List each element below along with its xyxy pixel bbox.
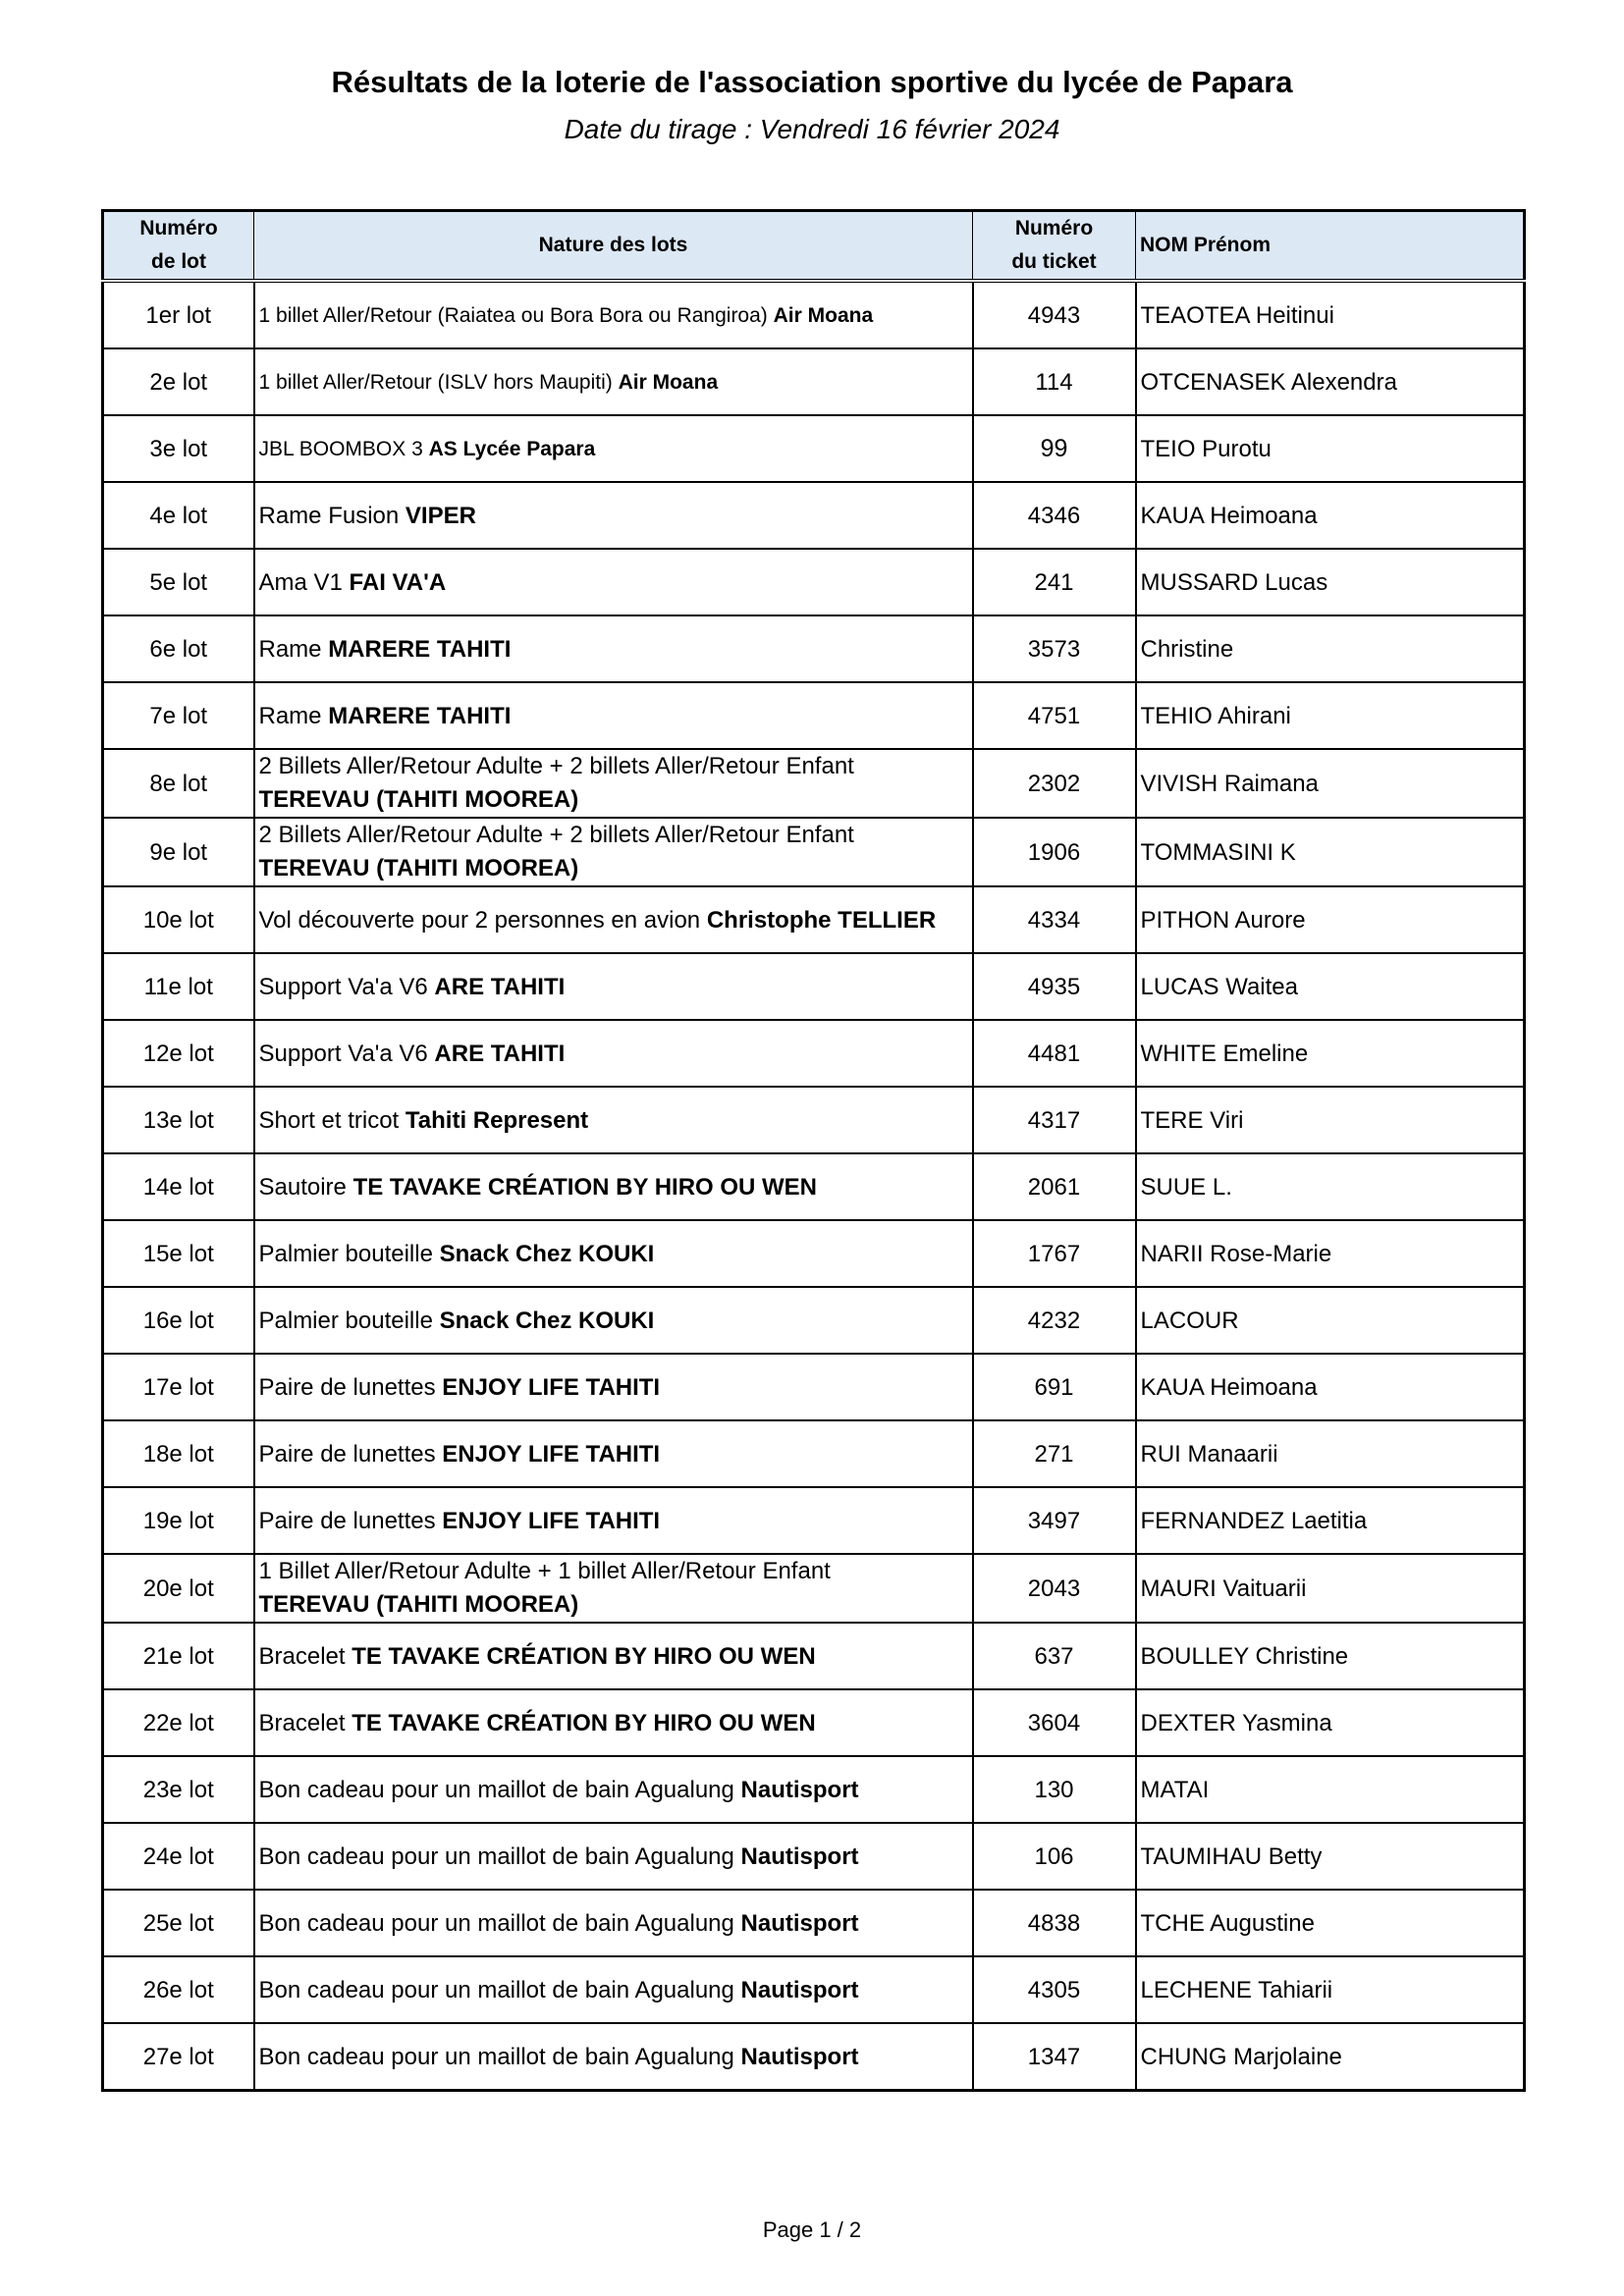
- winner-name-cell: VIVISH Raimana: [1136, 749, 1525, 818]
- prize-sponsor: Christophe TELLIER: [706, 906, 937, 934]
- prize-cell: [254, 1487, 973, 1554]
- winner-name-cell: FERNANDEZ Laetitia: [1136, 1487, 1525, 1554]
- ticket-number-cell: 4346: [973, 482, 1136, 549]
- table-row: [103, 549, 1525, 615]
- prize-sponsor: ENJOY LIFE TAHITI: [442, 1440, 661, 1468]
- ticket-number-cell: 2061: [973, 1153, 1136, 1220]
- prize-cell: [254, 549, 973, 615]
- prize-cell: [254, 1287, 973, 1354]
- table-row: [103, 1287, 1525, 1354]
- prize-description: 1 billet Aller/Retour (Raiatea ou Bora Bora ou Rangiroa): [258, 303, 774, 327]
- prize-description: 1 billet Aller/Retour (ISLV hors Maupiti): [258, 370, 619, 394]
- lot-number-cell: 23e lot: [103, 1756, 254, 1823]
- prize-cell: [254, 1020, 973, 1087]
- prize-description: 2 Billets Aller/Retour Adulte + 2 billets Aller/Retour Enfant: [258, 822, 854, 848]
- lot-number-cell: 25e lot: [103, 1890, 254, 1956]
- ticket-number-cell: 3604: [973, 1689, 1136, 1756]
- lot-number-cell: 8e lot: [103, 749, 254, 818]
- lot-number-cell: 27e lot: [103, 2023, 254, 2091]
- winner-name-cell: LECHENE Tahiarii: [1136, 1956, 1525, 2023]
- prize-description: Support Va'a V6: [258, 1040, 435, 1067]
- table-row: [103, 1153, 1525, 1220]
- prize-sponsor: TEREVAU (TAHITI MOOREA): [258, 786, 579, 813]
- prize-cell: [254, 1354, 973, 1420]
- ticket-number-cell: 637: [973, 1623, 1136, 1689]
- lot-number-cell: 20e lot: [103, 1554, 254, 1623]
- prize-description: Short et tricot: [258, 1106, 406, 1134]
- winner-name-cell: OTCENASEK Alexendra: [1136, 348, 1525, 415]
- winner-name-cell: TEAOTEA Heitinui: [1136, 281, 1525, 348]
- prize-cell: [254, 1956, 973, 2023]
- prize-description: 1 Billet Aller/Retour Adulte + 1 billet Aller/Retour Enfant: [258, 1558, 831, 1584]
- prize-cell: [254, 818, 973, 886]
- prize-description: Bon cadeau pour un maillot de bain Agualung: [258, 1976, 741, 2003]
- winner-name-cell: DEXTER Yasmina: [1136, 1689, 1525, 1756]
- lot-number-cell: 11e lot: [103, 953, 254, 1020]
- prize-description: Bon cadeau pour un maillot de bain Agualung: [258, 1776, 741, 1803]
- ticket-number-cell: 271: [973, 1420, 1136, 1487]
- table-row: [103, 281, 1525, 348]
- winner-name-cell: CHUNG Marjolaine: [1136, 2023, 1525, 2091]
- ticket-number-cell: 4334: [973, 886, 1136, 953]
- table-row: [103, 482, 1525, 549]
- lot-number-cell: 26e lot: [103, 1956, 254, 2023]
- prize-sponsor: Snack Chez KOUKI: [439, 1240, 655, 1267]
- prize-description: JBL BOOMBOX 3: [258, 437, 429, 460]
- lot-number-cell: 13e lot: [103, 1087, 254, 1153]
- prize-cell: [254, 1554, 973, 1623]
- prize-sponsor: ENJOY LIFE TAHITI: [442, 1507, 661, 1534]
- table-row: [103, 1354, 1525, 1420]
- header-nature: Nature des lots: [254, 211, 973, 282]
- table-row: [103, 1487, 1525, 1554]
- ticket-number-cell: 3497: [973, 1487, 1136, 1554]
- prize-description: 2 Billets Aller/Retour Adulte + 2 billets Aller/Retour Enfant: [258, 753, 854, 779]
- table-row: [103, 749, 1525, 818]
- prize-sponsor: Nautisport: [740, 1976, 859, 2003]
- lot-number-cell: 17e lot: [103, 1354, 254, 1420]
- winner-name-cell: MUSSARD Lucas: [1136, 549, 1525, 615]
- winner-name-cell: TEHIO Ahirani: [1136, 682, 1525, 749]
- lot-number-cell: 18e lot: [103, 1420, 254, 1487]
- prize-description: Bon cadeau pour un maillot de bain Agualung: [258, 1842, 741, 1870]
- ticket-number-cell: 106: [973, 1823, 1136, 1890]
- prize-cell: [254, 1756, 973, 1823]
- prize-cell: [254, 615, 973, 682]
- document-title: Résultats de la loterie de l'association sportive du lycée de Papara: [331, 65, 1293, 99]
- lot-number-cell: 22e lot: [103, 1689, 254, 1756]
- prize-sponsor: TEREVAU (TAHITI MOOREA): [258, 855, 579, 881]
- lot-number-cell: 24e lot: [103, 1823, 254, 1890]
- prize-cell: [254, 281, 973, 348]
- ticket-number-cell: 99: [973, 415, 1136, 482]
- prize-sponsor: Nautisport: [740, 1842, 859, 1870]
- prize-description: Support Va'a V6: [258, 973, 435, 1000]
- prize-description: Rame Fusion: [258, 502, 406, 529]
- winner-name-cell: TOMMASINI K: [1136, 818, 1525, 886]
- winner-name-cell: MATAI: [1136, 1756, 1525, 1823]
- ticket-number-cell: 4943: [973, 281, 1136, 348]
- prize-cell: [254, 2023, 973, 2091]
- prize-cell: [254, 749, 973, 818]
- prize-sponsor: AS Lycée Papara: [428, 437, 596, 460]
- prize-sponsor: TEREVAU (TAHITI MOOREA): [258, 1591, 579, 1618]
- ticket-number-cell: 1906: [973, 818, 1136, 886]
- table-row: [103, 682, 1525, 749]
- draw-date: Date du tirage : Vendredi 16 février 2024: [564, 114, 1060, 144]
- ticket-number-cell: 1347: [973, 2023, 1136, 2091]
- prize-cell: [254, 348, 973, 415]
- table-header-row: [103, 211, 1525, 282]
- prize-description: Paire de lunettes: [258, 1440, 443, 1468]
- prize-description: Paire de lunettes: [258, 1373, 443, 1401]
- prize-description: Rame: [258, 702, 329, 729]
- lot-number-cell: 21e lot: [103, 1623, 254, 1689]
- table-row: [103, 1087, 1525, 1153]
- prize-cell: [254, 1623, 973, 1689]
- ticket-number-cell: 1767: [973, 1220, 1136, 1287]
- table-body: [103, 281, 1525, 2091]
- table-row: [103, 1756, 1525, 1823]
- ticket-number-cell: 4838: [973, 1890, 1136, 1956]
- table-row: [103, 1554, 1525, 1623]
- winner-name-cell: LACOUR: [1136, 1287, 1525, 1354]
- prize-sponsor: ARE TAHITI: [434, 973, 566, 1000]
- ticket-number-cell: 4305: [973, 1956, 1136, 2023]
- table-row: [103, 1220, 1525, 1287]
- lot-number-cell: 2e lot: [103, 348, 254, 415]
- prize-cell: [254, 1220, 973, 1287]
- winner-name-cell: KAUA Heimoana: [1136, 482, 1525, 549]
- table-row: [103, 1823, 1525, 1890]
- prize-sponsor: Air Moana: [618, 370, 719, 394]
- table-row: [103, 1623, 1525, 1689]
- ticket-number-cell: 2043: [973, 1554, 1136, 1623]
- table-row: [103, 953, 1525, 1020]
- prize-sponsor: Nautisport: [740, 1909, 859, 1937]
- ticket-number-cell: 3573: [973, 615, 1136, 682]
- prize-sponsor: Tahiti Represent: [405, 1106, 589, 1134]
- header-ticket-line1: Numéro: [1014, 217, 1094, 240]
- prize-description: Vol découverte pour 2 personnes en avion: [258, 906, 707, 934]
- results-table: [101, 209, 1526, 2092]
- prize-description: Rame: [258, 635, 329, 663]
- prize-sponsor: ENJOY LIFE TAHITI: [442, 1373, 661, 1401]
- ticket-number-cell: 130: [973, 1756, 1136, 1823]
- table-row: [103, 615, 1525, 682]
- page-number: Page 1 / 2: [762, 2217, 862, 2242]
- lot-number-cell: 14e lot: [103, 1153, 254, 1220]
- prize-cell: [254, 1823, 973, 1890]
- table-row: [103, 415, 1525, 482]
- prize-description: Ama V1: [258, 568, 350, 596]
- winner-name-cell: LUCAS Waitea: [1136, 953, 1525, 1020]
- prize-cell: [254, 415, 973, 482]
- prize-description: Bracelet: [258, 1642, 352, 1670]
- winner-name-cell: SUUE L.: [1136, 1153, 1525, 1220]
- winner-name-cell: BOULLEY Christine: [1136, 1623, 1525, 1689]
- header-lot-line2: de lot: [151, 250, 206, 273]
- prize-sponsor: Air Moana: [773, 303, 874, 327]
- prize-description: Paire de lunettes: [258, 1507, 443, 1534]
- prize-sponsor: TE TAVAKE CRÉATION BY HIRO OU WEN: [352, 1642, 816, 1670]
- table-row: [103, 1890, 1525, 1956]
- lot-number-cell: 16e lot: [103, 1287, 254, 1354]
- header-ticket-line2: du ticket: [1011, 250, 1097, 273]
- ticket-number-cell: 241: [973, 549, 1136, 615]
- winner-name-cell: WHITE Emeline: [1136, 1020, 1525, 1087]
- table-row: [103, 886, 1525, 953]
- table-row: [103, 1689, 1525, 1756]
- lot-number-cell: 3e lot: [103, 415, 254, 482]
- lot-number-cell: 9e lot: [103, 818, 254, 886]
- prize-description: Palmier bouteille: [258, 1307, 440, 1334]
- winner-name-cell: MAURI Vaituarii: [1136, 1554, 1525, 1623]
- winner-name-cell: RUI Manaarii: [1136, 1420, 1525, 1487]
- ticket-number-cell: 4935: [973, 953, 1136, 1020]
- prize-cell: [254, 886, 973, 953]
- prize-cell: [254, 1890, 973, 1956]
- lot-number-cell: 10e lot: [103, 886, 254, 953]
- ticket-number-cell: 114: [973, 348, 1136, 415]
- winner-name-cell: TAUMIHAU Betty: [1136, 1823, 1525, 1890]
- table-row: [103, 818, 1525, 886]
- lot-number-cell: 15e lot: [103, 1220, 254, 1287]
- prize-description: Bon cadeau pour un maillot de bain Agualung: [258, 2043, 741, 2070]
- prize-cell: [254, 1087, 973, 1153]
- lot-number-cell: 7e lot: [103, 682, 254, 749]
- prize-sponsor: Nautisport: [740, 1776, 859, 1803]
- lot-number-cell: 1er lot: [103, 281, 254, 348]
- prize-sponsor: TE TAVAKE CRÉATION BY HIRO OU WEN: [352, 1173, 818, 1201]
- prize-sponsor: VIPER: [405, 502, 476, 529]
- winner-name-cell: KAUA Heimoana: [1136, 1354, 1525, 1420]
- lot-number-cell: 6e lot: [103, 615, 254, 682]
- prize-cell: [254, 1420, 973, 1487]
- prize-sponsor: ARE TAHITI: [434, 1040, 566, 1067]
- prize-description: Bracelet: [258, 1709, 352, 1736]
- lot-number-cell: 4e lot: [103, 482, 254, 549]
- winner-name-cell: TERE Viri: [1136, 1087, 1525, 1153]
- table-row: [103, 1956, 1525, 2023]
- prize-sponsor: Snack Chez KOUKI: [439, 1307, 655, 1334]
- prize-cell: [254, 1689, 973, 1756]
- table-row: [103, 348, 1525, 415]
- winner-name-cell: NARII Rose-Marie: [1136, 1220, 1525, 1287]
- winner-name-cell: Christine: [1136, 615, 1525, 682]
- ticket-number-cell: 4317: [973, 1087, 1136, 1153]
- table-row: [103, 2023, 1525, 2091]
- table-row: [103, 1020, 1525, 1087]
- lot-number-cell: 19e lot: [103, 1487, 254, 1554]
- prize-sponsor: Nautisport: [740, 2043, 859, 2070]
- header-lot-line1: Numéro: [139, 217, 218, 240]
- prize-cell: [254, 953, 973, 1020]
- ticket-number-cell: 4751: [973, 682, 1136, 749]
- prize-sponsor: MARERE TAHITI: [328, 702, 512, 729]
- header-name: NOM Prénom: [1136, 211, 1525, 282]
- prize-sponsor: TE TAVAKE CRÉATION BY HIRO OU WEN: [352, 1709, 816, 1736]
- prize-cell: [254, 682, 973, 749]
- table-row: [103, 1420, 1525, 1487]
- prize-description: Sautoire: [258, 1173, 353, 1201]
- prize-cell: [254, 1153, 973, 1220]
- prize-description: Palmier bouteille: [258, 1240, 440, 1267]
- prize-sponsor: MARERE TAHITI: [328, 635, 512, 663]
- lot-number-cell: 12e lot: [103, 1020, 254, 1087]
- winner-name-cell: PITHON Aurore: [1136, 886, 1525, 953]
- header-lot-number: [103, 211, 254, 282]
- header-ticket-number: [973, 211, 1136, 282]
- ticket-number-cell: 4232: [973, 1287, 1136, 1354]
- prize-description: Bon cadeau pour un maillot de bain Agualung: [258, 1909, 741, 1937]
- ticket-number-cell: 2302: [973, 749, 1136, 818]
- prize-sponsor: FAI VA'A: [349, 568, 447, 596]
- ticket-number-cell: 691: [973, 1354, 1136, 1420]
- lot-number-cell: 5e lot: [103, 549, 254, 615]
- winner-name-cell: TEIO Purotu: [1136, 415, 1525, 482]
- winner-name-cell: TCHE Augustine: [1136, 1890, 1525, 1956]
- ticket-number-cell: 4481: [973, 1020, 1136, 1087]
- prize-cell: [254, 482, 973, 549]
